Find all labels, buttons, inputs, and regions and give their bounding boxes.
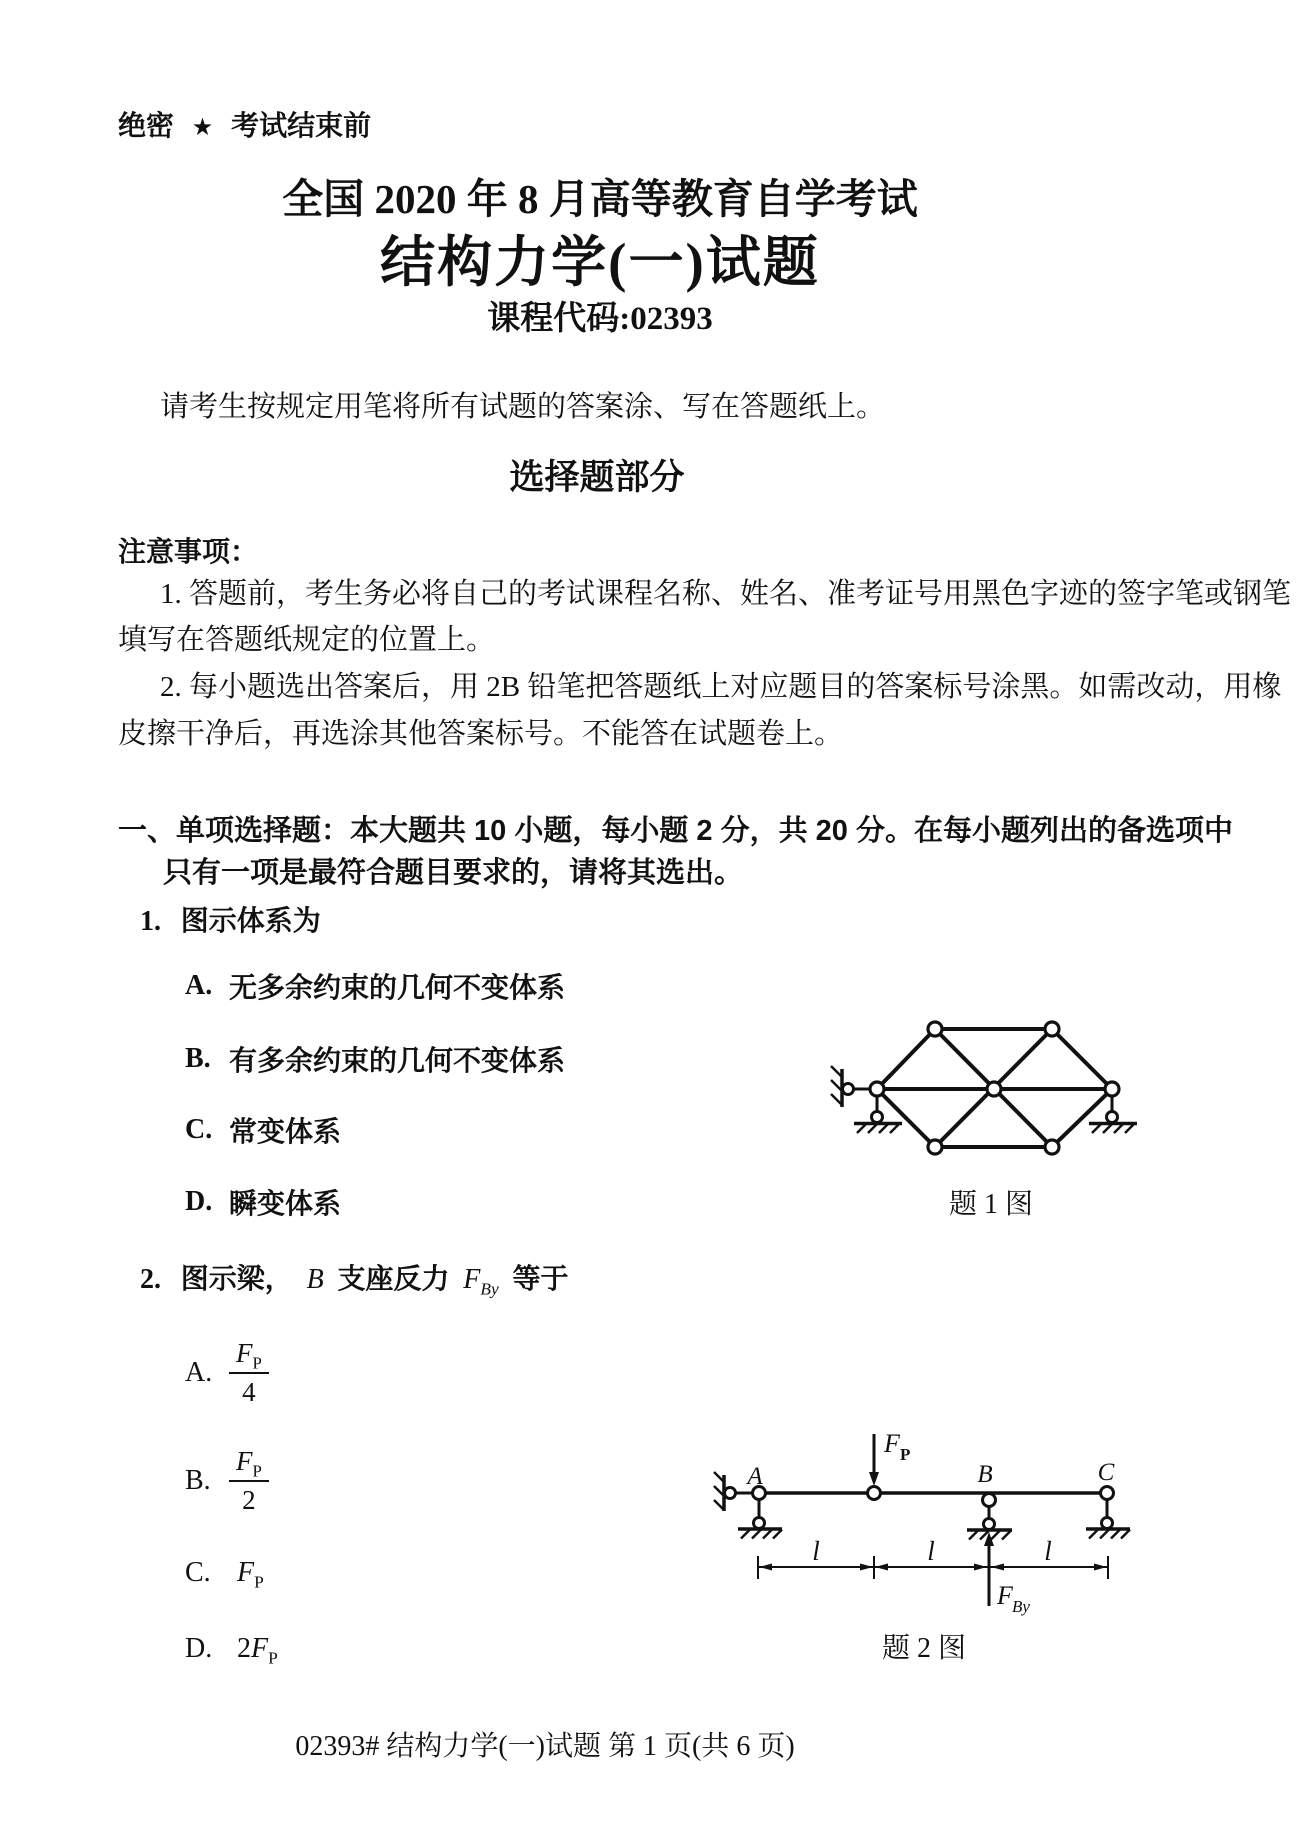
question-2-var-B: B — [306, 1264, 324, 1295]
q2-option-b-fraction: $\frac{F_P}{2}$ — [229, 1446, 269, 1516]
q2-option-c-formula: $F_P$ — [237, 1557, 264, 1592]
page-footer: 02393# 结构力学(一)试题 第 1 页(共 6 页) — [295, 1731, 795, 1762]
span-l2: l — [927, 1536, 935, 1566]
reaction-FBy-sub: By — [1012, 1597, 1030, 1616]
classification-note: 考试结束前 — [231, 110, 372, 141]
q1-option-b-text: 有多余约束的几何不变体系 — [229, 1045, 566, 1076]
q2-option-b — [185, 1446, 269, 1516]
q1-figure-caption: 题 1 图 — [948, 1189, 1033, 1220]
q2-figure-caption: 题 2 图 — [881, 1633, 966, 1664]
q1-option-c-label: C. — [185, 1114, 213, 1145]
q2-option-b-label: B. — [185, 1465, 211, 1496]
q2-option-d-label: D. — [185, 1633, 213, 1664]
label-C: C — [1097, 1459, 1115, 1486]
q2-option-a — [185, 1338, 269, 1408]
q1-option-b — [185, 1039, 565, 1079]
course-code: 课程代码:02393 — [487, 301, 713, 337]
q1-option-b-label: B. — [185, 1043, 211, 1074]
exam-title: 全国 2020 年 8 月高等教育自学考试 — [282, 176, 918, 222]
section-title: 选择题部分 — [509, 458, 685, 497]
q2-option-a-fraction: $\frac{F_P}{4}$ — [229, 1338, 269, 1408]
span-l3: l — [1044, 1536, 1052, 1566]
truss-left-wall-support — [831, 1066, 870, 1107]
classification-level: 绝密 — [118, 110, 175, 141]
subject-title: 结构力学(一)试题 — [380, 232, 820, 293]
note2-line1: 2. 每小题选出答案后，用 2B 铅笔把答题纸上对应题目的答案标号涂黑。如需改动，用橡 — [160, 671, 1282, 703]
classification-line — [118, 104, 371, 144]
question-2-stem-mid: 支座反力 — [337, 1263, 450, 1294]
question-1 — [140, 899, 321, 939]
label-A: A — [747, 1463, 763, 1490]
q1-option-a — [185, 966, 565, 1006]
q2-option-c-label: C. — [185, 1557, 211, 1588]
question-2-FBy: $F_{By}$ — [463, 1264, 499, 1299]
q1-option-d — [185, 1182, 341, 1222]
q1-option-a-label: A. — [185, 970, 213, 1001]
question-1-stem: 图示体系为 — [180, 905, 321, 936]
question-1-number: 1. — [140, 906, 161, 937]
question-2-stem-pre: 图示梁， — [180, 1263, 293, 1294]
beam-ground-support-B — [967, 1494, 1012, 1540]
label-B: B — [977, 1461, 993, 1488]
note1-line2: 填写在答题纸规定的位置上。 — [118, 624, 496, 656]
question-2-stem-post: 等于 — [512, 1263, 569, 1294]
span-l1: l — [812, 1536, 820, 1566]
answer-instruction: 请考生按规定用笔将所有试题的答案涂、写在答题纸上。 — [160, 391, 886, 423]
notes-heading: 注意事项： — [118, 536, 259, 567]
q1-option-d-text: 瞬变体系 — [229, 1188, 342, 1219]
question-2 — [140, 1257, 568, 1297]
q2-option-c — [185, 1557, 264, 1592]
question-2-number: 2. — [140, 1264, 161, 1295]
q2-option-d — [185, 1633, 278, 1668]
note1-line1: 1. 答题前，考生务必将自己的考试课程名称、姓名、准考证号用黑色字迹的签字笔或钢笔 — [160, 578, 1292, 610]
load-FP-arrow — [869, 1434, 879, 1486]
reaction-FBy-label: F — [997, 1581, 1013, 1610]
q1-option-c — [185, 1110, 341, 1150]
q1-option-a-text: 无多余约束的几何不变体系 — [229, 972, 566, 1003]
load-FP-sub: P — [900, 1445, 911, 1464]
load-FP-label: F — [884, 1429, 900, 1458]
part-one-heading-line2: 只有一项是最符合题目要求的，请将其选出。 — [163, 857, 744, 889]
joint-C — [1101, 1487, 1114, 1500]
q1-option-c-text: 常变体系 — [229, 1116, 342, 1147]
q2-option-a-label: A. — [185, 1357, 213, 1388]
star-icon: ★ — [191, 114, 214, 141]
reaction-FBy-arrow — [984, 1532, 994, 1606]
q2-beam-figure — [700, 1420, 1140, 1630]
note2-line2: 皮擦干净后，再选涂其他答案标号。不能答在试题卷上。 — [118, 718, 844, 750]
q2-option-d-formula: $2F_P$ — [237, 1633, 278, 1668]
q1-option-d-label: D. — [185, 1186, 213, 1217]
part-one-heading-line1: 一、单项选择题：本大题共 10 小题，每小题 2 分，共 20 分。在每小题列出的备选项中 — [118, 815, 1233, 847]
joint-hinge — [868, 1487, 881, 1500]
